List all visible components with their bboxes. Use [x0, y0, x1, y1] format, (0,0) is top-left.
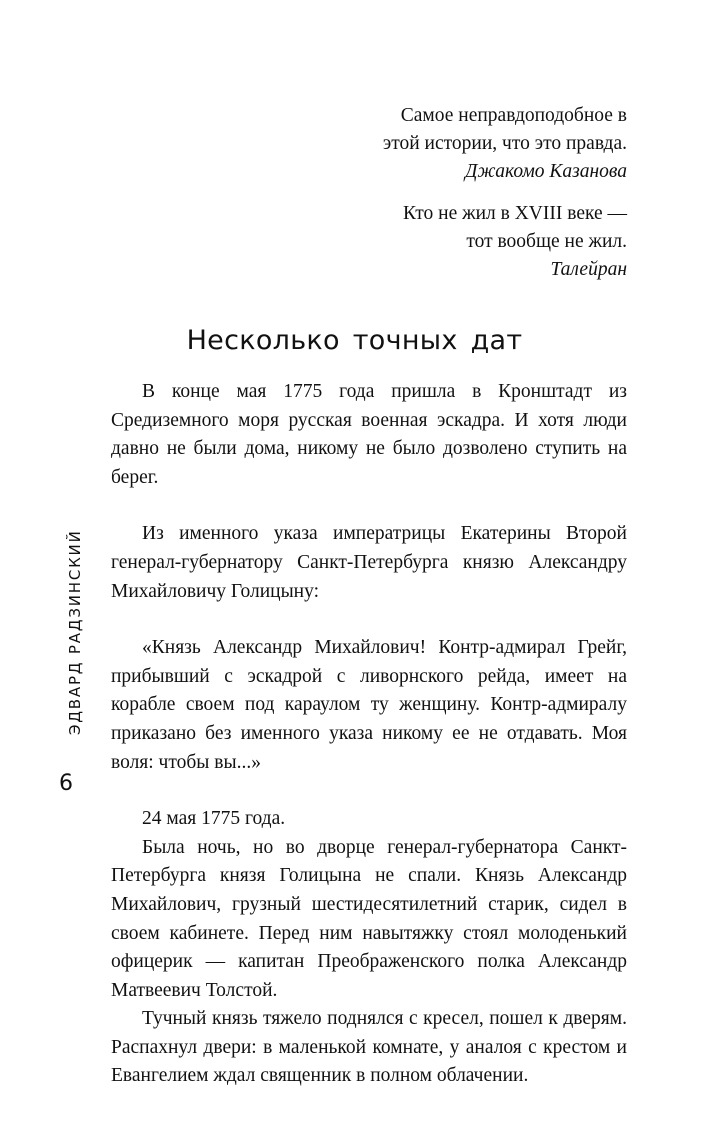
- paragraph: Была ночь, но во дворце генерал-губернатора Санкт-Петербурга князя Голицына не спали. Князь Александр Михайлович, грузный шестидесятилетний старик, сидел в своем кабинете. Перед ним навытяжку стоял молоденький офицерик — капитан Преображенского полка Александр Матвеевич Толстой.: [111, 836, 627, 1001]
- paragraph: Из именного указа императрицы Екатерины Второй генерал-губернатору Санкт-Петербурга князю Александру Михайловичу Голицыну:: [111, 523, 627, 602]
- epigraph-line: этой истории, что это правда.: [382, 133, 627, 154]
- epigraph-author: Талейран: [550, 259, 627, 280]
- epigraph-line: Кто не жил в XVIII веке —: [402, 203, 627, 224]
- running-head-author-first: ЭДВАРД: [66, 660, 84, 735]
- epigraph-author: Джакомо Казанова: [464, 161, 627, 182]
- running-head: [66, 529, 84, 735]
- page-number: 6: [59, 771, 73, 796]
- body-text: [111, 378, 627, 1091]
- epigraphs: [207, 102, 627, 298]
- paragraph-date: 24 мая 1775 года.: [142, 808, 286, 830]
- running-head-author-last: РАДЗИНСКИЙ: [66, 529, 84, 655]
- epigraph-line: Самое неправдоподобное в: [400, 105, 627, 126]
- paragraph: В конце мая 1775 года пришла в Кронштадт из Средиземного моря русская военная эскадра. И хотя люди давно не были дома, никому не было дозволено ступить на берег.: [111, 381, 627, 488]
- paragraph: «Князь Александр Михайлович! Контр-адмирал Грейг, прибывший с эскадрой с ливорнского рейда, имеет на корабле своем под караулом ту женщину. Контр-адмиралу приказано без именного указа никому ее не отдавать. Моя воля: чтобы вы...»: [111, 637, 627, 773]
- epigraph-talleyrand: [207, 200, 627, 284]
- epigraph-line: тот вообще не жил.: [466, 231, 627, 252]
- epigraph-casanova: [207, 102, 627, 186]
- chapter-title: Несколько точных дат: [186, 325, 523, 356]
- paragraph: Тучный князь тяжело поднялся с кресел, пошел к дверям. Распахнул двери: в маленькой комнате, у аналоя с крестом и Евангелием ждал священник в полном облачении.: [111, 1008, 627, 1087]
